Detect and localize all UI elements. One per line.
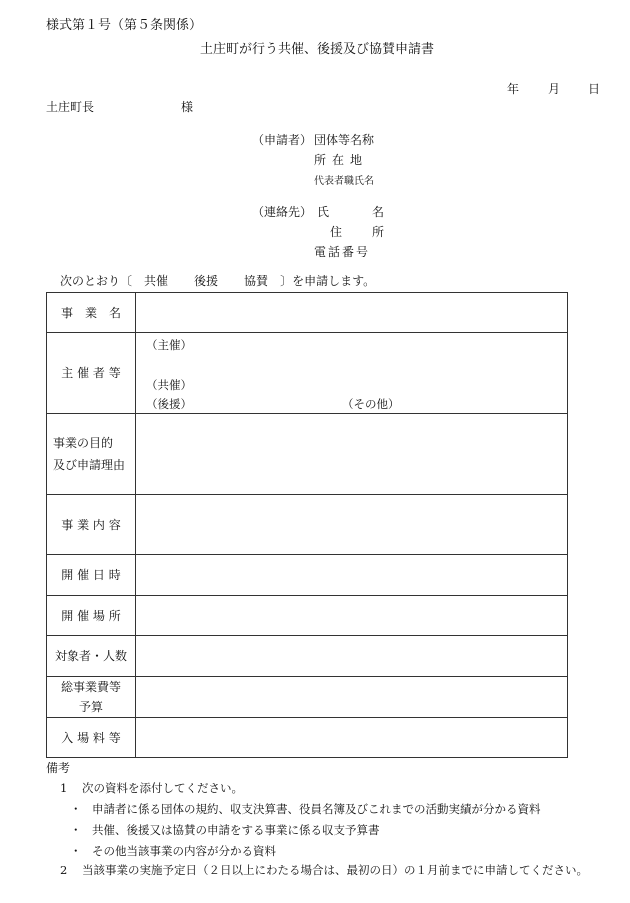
datetime-field[interactable] [136,555,568,596]
addressee-honorific: 様 [181,100,194,114]
form-number: 様式第１号（第５条関係） [46,18,203,33]
table-row-admission [47,718,568,758]
purpose-label [47,414,136,495]
note-item-2 [60,862,588,878]
venue-field[interactable] [136,596,568,636]
contact-address-label-second: 所 [372,225,385,239]
event-name-label: 事 業 名 [47,293,136,333]
contact-name-label-second: 名 [372,205,385,219]
venue-label: 開 催 場 所 [47,596,136,636]
note-item-2-number: 2 [60,863,68,877]
request-option-cohost: 共催 [144,274,169,288]
purpose-field[interactable] [136,414,568,495]
note-item-2-text: 当該事業の実施予定日（２日以上にわたる場合は、最初の日）の１月前までに申請してください。 [82,863,588,877]
table-row-content [47,495,568,555]
date-month-label: 月 [548,82,561,96]
applicant-representative-label: 代表者職氏名 [314,176,374,187]
event-name-field[interactable] [136,293,568,333]
contact-label: （連絡先） [252,205,313,219]
budget-field[interactable] [136,677,568,718]
bullet-icon: ・ [70,823,82,837]
content-label: 事 業 内 容 [47,495,136,555]
table-row-budget [47,677,568,718]
note-item-1-number: 1 [60,781,68,795]
organizer-sublabel: （主催） [146,338,192,352]
note-item-1-text: 次の資料を添付してください。 [82,781,243,795]
budget-label-line1: 総事業費等 [60,680,121,694]
audience-field[interactable] [136,636,568,677]
note-item-1a [70,801,541,817]
table-row-organizers [47,333,568,414]
supporter-sublabel: （後援） [146,397,192,411]
applicant-org-name-label: 団体等名称 [314,133,375,147]
document-title: 土庄町が行う共催、後援及び協賛申請書 [200,42,435,57]
bullet-icon: ・ [70,802,82,816]
table-row-purpose [47,414,568,495]
note-item-1b [70,822,380,838]
datetime-label: 開 催 日 時 [47,555,136,596]
organizers-field[interactable] [136,333,568,414]
table-row-venue [47,596,568,636]
purpose-label-line1: 事業の目的 [53,436,114,450]
date-year-label: 年 [507,82,520,96]
notes-heading: 備考 [46,761,71,775]
audience-label: 対象者・人数 [47,636,136,677]
note-item-1b-text: 共催、後援又は協賛の申請をする事業に係る収支予算書 [92,823,380,837]
note-item-1c [70,843,276,859]
request-suffix: 〕を申請します。 [280,274,376,288]
table-row-datetime [47,555,568,596]
admission-field[interactable] [136,718,568,758]
bullet-icon: ・ [70,844,82,858]
budget-label-line2: 予算 [78,700,103,714]
table-row-event-name [47,293,568,333]
content-field[interactable] [136,495,568,555]
date-day-label: 日 [588,82,601,96]
application-table [46,292,568,758]
note-item-1a-text: 申請者に係る団体の規約、収支決算書、役員名簿及びこれまでの活動実績が分かる資料 [92,802,541,816]
note-item-1c-text: その他当該事業の内容が分かる資料 [92,844,276,858]
purpose-label-line2: 及び申請理由 [53,458,126,472]
table-row-audience [47,636,568,677]
applicant-label: （申請者） [252,133,313,147]
other-sublabel: （その他） [342,397,400,411]
request-option-sponsor: 協賛 [244,274,269,288]
contact-address-label-first: 住 [330,225,343,239]
request-prefix: 次のとおり〔 [60,274,133,288]
applicant-address-label: 所在地 [314,153,369,167]
note-item-1 [60,780,243,796]
addressee-name: 土庄町長 [46,100,95,114]
cohost-sublabel: （共催） [146,378,192,392]
admission-label: 入 場 料 等 [47,718,136,758]
request-sentence [60,272,375,289]
contact-name-label-first: 氏 [317,205,330,219]
contact-phone-label: 電話番号 [314,245,371,259]
request-option-support: 後援 [194,274,219,288]
budget-label [47,677,136,718]
organizers-label: 主 催 者 等 [47,333,136,414]
